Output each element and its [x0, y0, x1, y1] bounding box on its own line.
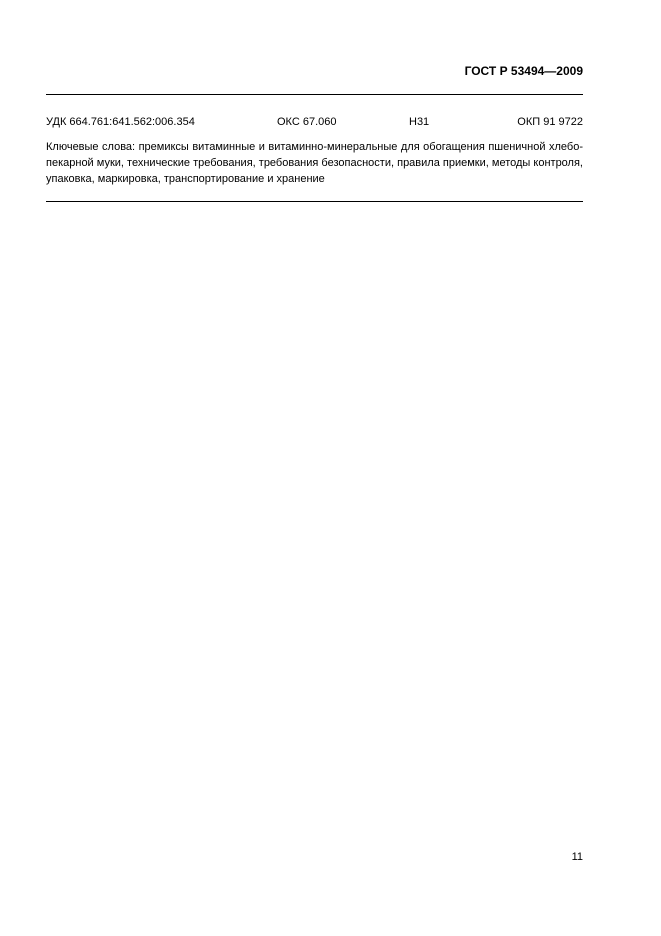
udk-code: УДК 664.761:641.562:006.354 — [46, 116, 195, 128]
keywords-line-2: пекарной муки, технические требования, требования безопасности, правила приемки, методы контроля, — [46, 157, 583, 169]
top-divider — [46, 94, 583, 95]
group-code: Н31 — [409, 116, 430, 128]
keywords-line-1: Ключевые слова: премиксы витаминные и витаминно-минеральные для обогащения пшеничной хлебо- — [46, 141, 583, 153]
keywords-paragraph — [46, 139, 583, 187]
page-number: 11 — [571, 851, 583, 863]
keywords-line-3: упаковка, маркировка, транспортирование и хранение — [46, 173, 325, 185]
oks-code: ОКС 67.060 — [277, 116, 337, 128]
bottom-divider — [46, 201, 583, 202]
okp-code: ОКП 91 9722 — [517, 116, 583, 128]
standard-designation: ГОСТ Р 53494—2009 — [464, 64, 583, 78]
classification-codes — [46, 115, 583, 131]
